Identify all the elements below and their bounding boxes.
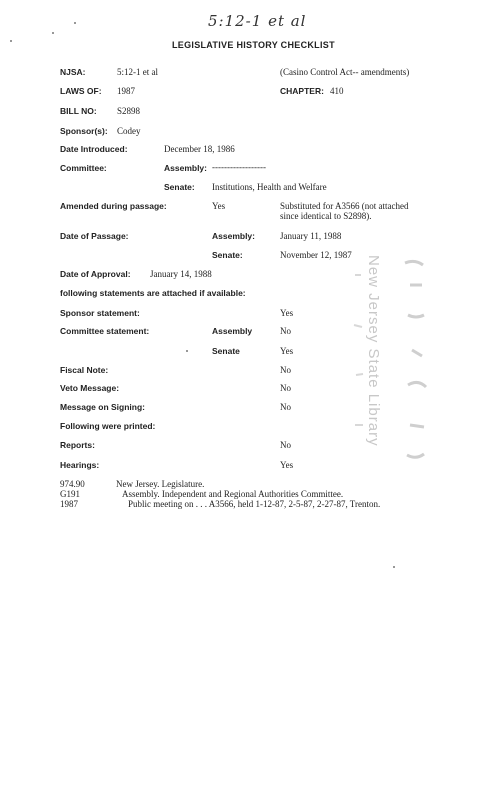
chapter-value: 410 (330, 86, 344, 96)
amended-value: Yes (212, 201, 226, 211)
page-title: LEGISLATIVE HISTORY CHECKLIST (172, 40, 335, 50)
passage-label: Date of Passage: (60, 231, 129, 241)
committee-statement-label: Committee statement: (60, 326, 150, 336)
committee-statement-senate-value: Yes (280, 346, 294, 356)
amended-note-line2: since identical to S2898). (280, 211, 372, 221)
laws-of-label: LAWS OF: (60, 86, 102, 96)
njsa-value: 5:12-1 et al (117, 67, 158, 77)
message-signing-label: Message on Signing: (60, 402, 146, 412)
library-stamp (350, 255, 440, 475)
message-signing-value: No (280, 402, 291, 412)
veto-message-value: No (280, 383, 291, 393)
passage-senate-label: Senate: (212, 250, 243, 260)
chapter-label: CHAPTER: (280, 86, 324, 96)
approval-label: Date of Approval: (60, 269, 131, 279)
catalog-call-number-3: 1987 (60, 499, 78, 509)
fiscal-note-label: Fiscal Note: (60, 365, 109, 375)
date-introduced-label: Date Introduced: (60, 144, 128, 154)
bill-no-label: BILL NO: (60, 106, 97, 116)
committee-assembly-value: ------------------ (212, 162, 266, 172)
stamp-marks-icon (350, 255, 440, 475)
sponsor-statement-value: Yes (280, 308, 294, 318)
sponsor-statement-label: Sponsor statement: (60, 308, 140, 318)
reports-label: Reports: (60, 440, 95, 450)
reports-value: No (280, 440, 291, 450)
amended-note-line1: Substituted for A3566 (not attached (280, 201, 409, 211)
catalog-line-2: Assembly. Independent and Regional Authorities Committee. (122, 489, 344, 499)
catalog-call-number-1: 974.90 (60, 479, 85, 489)
stray-mark (10, 40, 12, 42)
attached-header: following statements are attached if available: (60, 288, 246, 298)
approval-value: January 14, 1988 (150, 269, 212, 279)
bill-no-value: S2898 (117, 106, 141, 116)
committee-statement-assembly-value: No (280, 326, 291, 336)
stray-mark (186, 350, 188, 352)
committee-assembly-label: Assembly: (164, 163, 207, 173)
passage-assembly-label: Assembly: (212, 231, 255, 241)
committee-label: Committee: (60, 163, 107, 173)
library-stamp-text: New Jersey State Library (365, 255, 382, 447)
njsa-label: NJSA: (60, 67, 86, 77)
laws-of-value: 1987 (117, 86, 135, 96)
committee-statement-senate-label: Senate (212, 346, 240, 356)
passage-senate-value: November 12, 1987 (280, 250, 352, 260)
stray-mark (52, 32, 54, 34)
stray-mark (393, 566, 395, 568)
fiscal-note-value: No (280, 365, 291, 375)
committee-statement-assembly-label: Assembly (212, 326, 253, 336)
veto-message-label: Veto Message: (60, 383, 120, 393)
hearings-label: Hearings: (60, 460, 100, 470)
handwritten-reference: 5:12-1 et al (208, 12, 307, 30)
printed-header: Following were printed: (60, 421, 156, 431)
hearings-value: Yes (280, 460, 294, 470)
catalog-line-1: New Jersey. Legislature. (116, 479, 205, 489)
sponsor-label: Sponsor(s): (60, 126, 108, 136)
stray-mark (74, 22, 76, 24)
date-introduced-value: December 18, 1986 (164, 144, 235, 154)
passage-assembly-value: January 11, 1988 (280, 231, 342, 241)
committee-senate-value: Institutions, Health and Welfare (212, 182, 327, 192)
njsa-note: (Casino Control Act-- amendments) (280, 67, 410, 77)
catalog-call-number-2: G191 (60, 489, 80, 499)
amended-label: Amended during passage: (60, 201, 167, 211)
catalog-line-3: Public meeting on . . . A3566, held 1-12-87, 2-5-87, 2-27-87, Trenton. (128, 499, 381, 509)
sponsor-value: Codey (117, 126, 141, 136)
committee-senate-label: Senate: (164, 182, 195, 192)
